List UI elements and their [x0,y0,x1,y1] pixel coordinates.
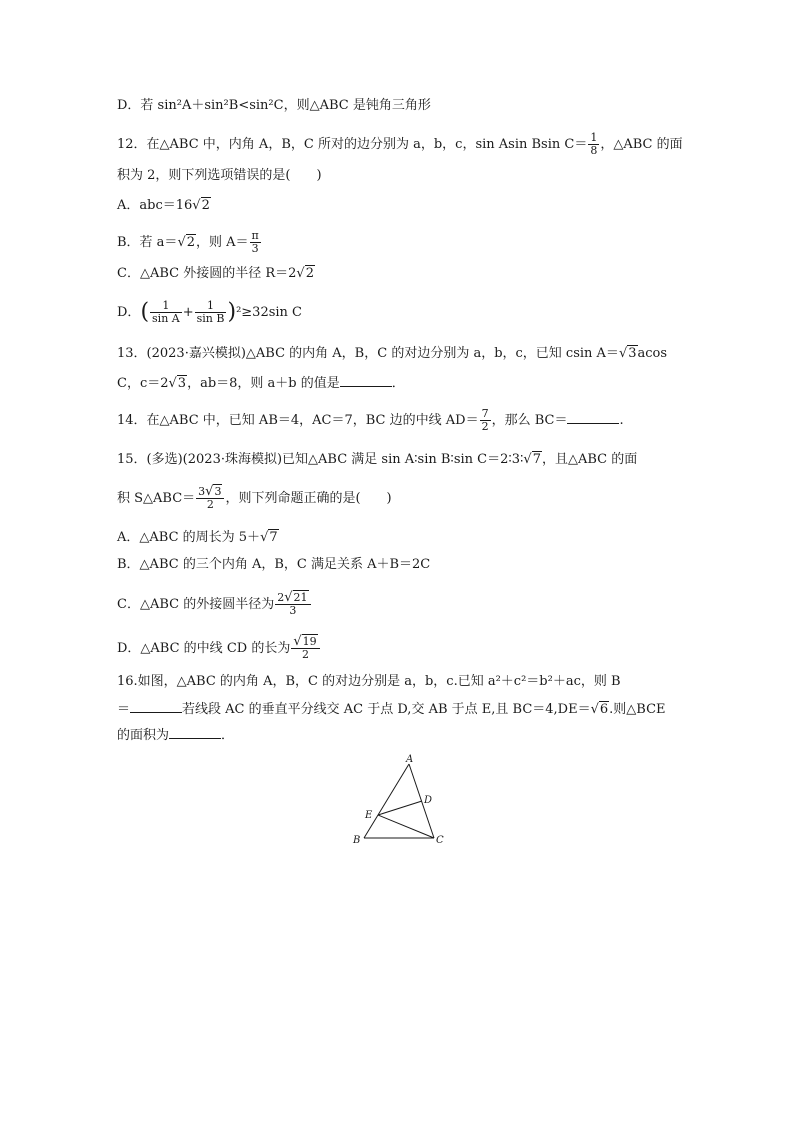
question-15-stem-cont: 积 S△ABC＝ $\frac{3√3}{2}$ ，则下列命题正确的是( ) [117,484,392,511]
triangle-figure [345,752,455,848]
option-c-q12: C．△ABC 外接圆的半径 R＝2√2 [117,266,314,281]
label-c: C [436,835,444,846]
option-a-q12: A．abc＝16√2 [117,198,210,213]
option-d-q12: D．( $\frac{1}{\text{sin A}}$ + $\frac{1}{\text{sin B}}$ )²≥32sin C [117,299,302,325]
question-13-stem-cont: C，c＝2√3，ab＝8，则 a＋b 的值是 ． [117,376,405,391]
segment-de [378,801,422,815]
answer-blank[interactable] [130,700,182,713]
question-16-stem-cont: ＝ 若线段 AC 的垂直平分线交 AC 于点 D,交 AB 于点 E,且 BC＝4,DE＝√6.则△BCE [117,702,666,717]
label-e: E [365,810,373,821]
answer-blank[interactable] [340,374,392,387]
option-d-q11: D．若 sin²A＋sin²B<sin²C，则△ABC 是钝角三角形 [117,98,431,113]
label-a: A [406,754,414,765]
question-16-stem: 16.如图，△ABC 的内角 A，B，C 的对边分别是 a，b，c.已知 a²＋c²＝b²＋ac，则 B [117,674,621,689]
label-b: B [353,835,361,846]
question-14: 14．在△ABC 中，已知 AB＝4，AC＝7，BC 边的中线 AD＝ $\frac{7}{2}$ ，那么 BC＝ . [117,407,624,433]
option-c-q15: C．△ABC 的外接圆半径为 $\frac{2√21}{3}$ [117,592,312,617]
option-b-q15: B．△ABC 的三个内角 A，B，C 满足关系 A＋B＝2C [117,557,431,572]
option-a-q15: A．△ABC 的周长为 5＋√7 [117,530,278,545]
answer-blank[interactable] [169,726,221,739]
answer-blank[interactable] [567,411,619,424]
option-b-q12: B．若 a＝√2，则 A＝ $\frac{\pi}{3}$ [117,229,259,255]
side-ab [364,764,409,838]
fraction: $\frac{1}{8}$ [590,131,598,157]
segment-ec [378,815,434,838]
question-15-stem: 15．(多选)(2023·珠海模拟)已知△ABC 满足 sin A∶sin B∶sin C＝2∶3∶√7，且△ABC 的面 [117,452,638,467]
question-12-stem: 12．在△ABC 中，内角 A，B，C 所对的边分别为 a，b，c，sin Asin Bsin C＝ $\frac{1}{8}$ ，△ABC 的面 [117,131,683,157]
label-d: D [424,795,433,806]
question-16-stem-end: 的面积为 ． [117,728,235,743]
option-d-q15: D．△ABC 的中线 CD 的长为 $\frac{√19}{2}$ [117,636,321,661]
question-12-stem-cont: 积为 2，则下列选项错误的是( ) [117,168,322,183]
question-13-stem: 13．(2023·嘉兴模拟)△ABC 的内角 A，B，C 的对边分别为 a，b，c，已知 csin A＝√3acos [117,346,668,361]
